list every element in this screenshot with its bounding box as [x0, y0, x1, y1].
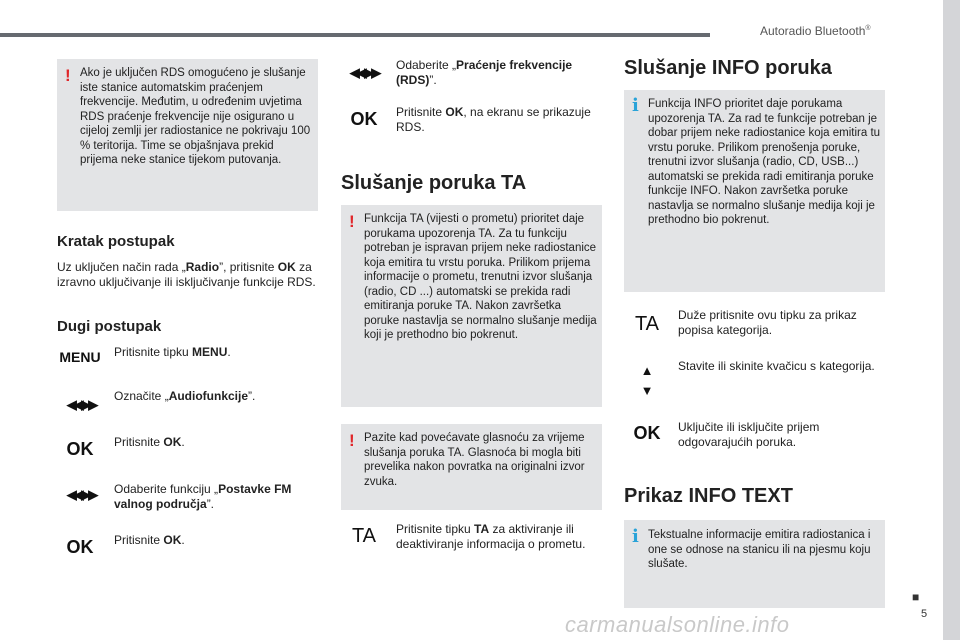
end-marker: ■ — [912, 590, 920, 604]
ta-key-icon: TA — [351, 525, 377, 547]
down-arrow-icon: ▼ — [640, 383, 654, 398]
header-bar — [0, 33, 710, 37]
dugi-postupak-heading: Dugi postupak — [57, 318, 162, 335]
step-rds-ok-text: Pritisnite OK, na ekranu se prikazuje RDS. — [396, 105, 591, 134]
page-number: 5 — [921, 608, 928, 620]
step-checkbox-text: Stavite ili skinite kvačicu s kategorija. — [678, 359, 875, 373]
ta-key-icon: TA — [634, 313, 660, 335]
ok-key-icon: OK — [350, 109, 378, 129]
step-messages-toggle-text: Uključite ili isključite prijem odgovarajućih poruka. — [678, 420, 820, 449]
ta-warning-text: Funkcija TA (vijesti o prometu) prioritet daje porukama upozorenja TA. Za tu funkciju potreban je ispravan prijem neke radiostanice koja emitira tu vrstu poruka. Prilikom prijema informacije o prometu, trenutni izvor slušanja (radio, CD ...) automatski se prekida radi emitiranja poruke TA. Nakon završetka poruke nastavlja se normalno slušanje medija koji je prethodno bio pokrenut. — [364, 213, 597, 341]
volume-warning-text: Pazite kad povećavate glasnoću za vrijeme slušanja poruka TA. Glasnoća bi mogla biti prevelika nakon povratka na originalni izvor zvuka. — [364, 432, 585, 488]
ok-key-icon: OK — [633, 423, 661, 443]
menu-key-icon: MENU — [59, 349, 101, 365]
up-down-arrows-icon — [623, 361, 671, 401]
ok-key-icon: OK — [66, 537, 94, 557]
watermark: carmanualsonline.info — [565, 612, 790, 637]
step-category-list-text: Duže pritisnite ovu tipku za prikaz popisa kategorija. — [678, 308, 857, 337]
up-arrow-icon: ▲ — [640, 363, 654, 378]
ok-key-icon: OK — [66, 439, 94, 459]
info-icon: i — [632, 526, 639, 547]
info-text-heading: Prikaz INFO TEXT — [624, 485, 793, 507]
arrows-icon: ◀◀ ▶▶ — [349, 65, 379, 80]
arrows-icon: ◀◀ ▶▶ — [66, 397, 96, 412]
step-audiofunkcije-text: Označite „Audiofunkcije”. — [114, 389, 256, 403]
warning-icon: ! — [349, 431, 355, 450]
info-heading: Slušanje INFO poruka — [624, 57, 832, 79]
rds-warning-text: Ako je uključen RDS omogućeno je slušanje iste stanice automatskim praćenjem frekvencije. Međutim, u određenim uvjetima RDS praćenje frekvencije nije osigurano u cijeloj zemlji jer radiostanice ne pokrivaju 100 % teritorija. Time se objašnjava prekid prijema neke stanice tijekom putovanja. — [80, 67, 311, 166]
kratak-postupak-text: Uz uključen način rada „Radio”, pritisnite OK za izravno uključivanje ili isključivanje funkcije RDS. — [57, 260, 316, 289]
kratak-postupak-heading: Kratak postupak — [57, 233, 175, 250]
step-rds-text: Odaberite „Praćenje frekvencije (RDS)”. — [396, 58, 573, 87]
info-icon: i — [632, 95, 639, 116]
step-ta-text: Pritisnite tipku TA za aktiviranje ili deaktiviranje informacija o prometu. — [396, 522, 586, 551]
side-tab — [943, 0, 960, 640]
page-header-title: Autoradio Bluetooth® — [760, 24, 871, 38]
step-menu-text: Pritisnite tipku MENU. — [114, 345, 231, 359]
arrows-icon: ◀◀ ▶▶ — [66, 487, 96, 502]
warning-icon: ! — [349, 212, 355, 231]
info-text: Funkcija INFO prioritet daje porukama upozorenja TA. Za rad te funkcije potreban je dobar prijem neke radiostanice koja emitira tu vrstu poruke. Prilikom prenošenja poruke, trenutni izvor slušanja (radio, CD, USB...) automatski se prekida radi emitiranja poruke funkcije INFO. Nakon završetka poruke nastavlja se normalno slušanje medija koji je prethodno bio pokrenut. — [648, 98, 881, 226]
warning-icon: ! — [65, 66, 71, 85]
step-postavke-text: Odaberite funkciju „Postavke FM valnog područja”. — [114, 482, 292, 511]
step-ok-text: Pritisnite OK. — [114, 435, 185, 449]
ta-heading: Slušanje poruka TA — [341, 172, 527, 194]
info-text-description: Tekstualne informacije emitira radiostanica i one se odnose na stanicu ili na pjesmu koju slušate. — [648, 529, 871, 570]
step-ok-text: Pritisnite OK. — [114, 533, 185, 547]
